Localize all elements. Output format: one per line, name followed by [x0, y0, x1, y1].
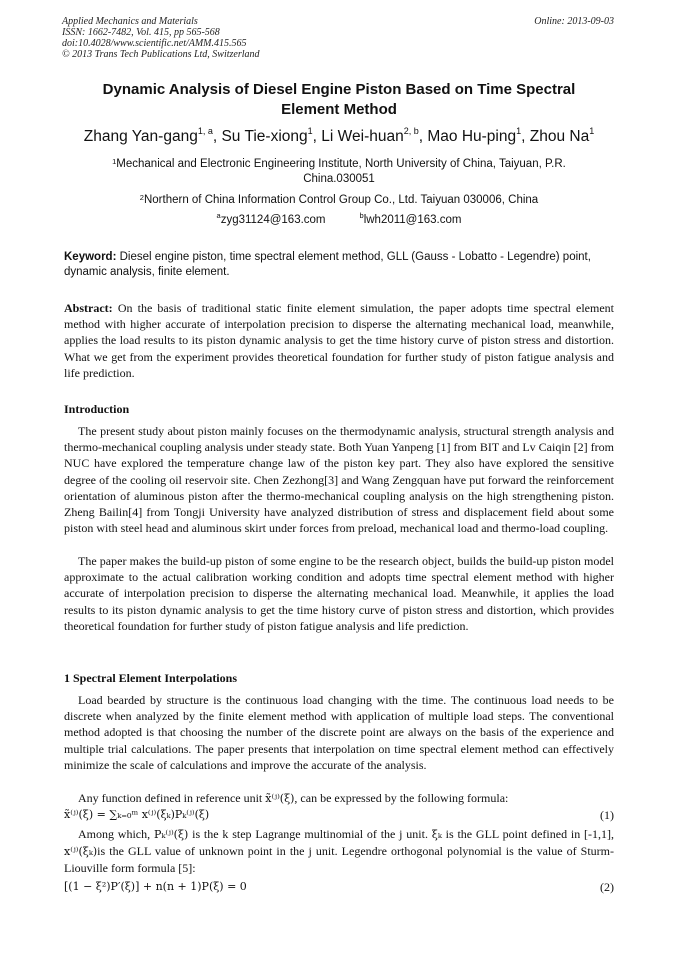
- author-name: Zhou Na: [529, 128, 590, 145]
- email-sup: b: [359, 211, 364, 220]
- email-line: [80, 211, 598, 226]
- p2-text-a: Any function defined in reference unit: [78, 791, 266, 805]
- email-2: lwh2011@163.com: [363, 214, 462, 226]
- keyword-text: Diesel engine piston, time spectral element method, GLL (Gauss - Lobatto - Legendre) point, dynamic analysis, finite element.: [64, 251, 591, 278]
- p3-math-3: x⁽ʲ⁾(ξₖ): [64, 845, 98, 859]
- p3-text-a: Among which,: [78, 827, 154, 841]
- section-heading-1: 1 Spectral Element Interpolations: [64, 671, 237, 685]
- sec1-paragraph-1: Load bearded by structure is the continuous load changing with the time. The continuous load needs to be discrete when analyzed by the finite element method with application of multiple load steps. The conventional method adopted is that choosing the number of the discrete point are always on the basis of the experience and multiple trial calculations. The paper presents that interpolation on time spectral element method can effectively minimize the scale of calculations and improve the accurate of the analysis.: [64, 693, 614, 772]
- issn-line: ISSN: 1662-7482, Vol. 415, pp 565-568: [62, 27, 220, 38]
- copyright-line: © 2013 Trans Tech Publications Ltd, Switzerland: [62, 49, 260, 60]
- p3-text-c: is the GLL point defined in [-1,1],: [441, 827, 614, 841]
- section-heading-introduction: Introduction: [64, 402, 130, 416]
- online-date: Online: 2013-09-03: [534, 16, 614, 27]
- title-line-1: Dynamic Analysis of Diesel Engine Piston Based on Time Spectral: [102, 81, 576, 98]
- abstract-text: On the basis of traditional static finite element simulation, the paper adopts time spectral element method with higher accurate of interpolation precision to disperse the alternating mechanical load, meanwhile, applies the load results to its piston dynamic analysis to get the time history curve of piston stress and distortion. What we get from the experiment provides theoretical foundation for further study of piston fatigue analysis and life prediction.: [64, 301, 615, 380]
- journal-header: [62, 16, 260, 60]
- equation-1-formula: x̃⁽ʲ⁾(ξ) = ∑ₖ₌₀ᵐ x⁽ʲ⁾(ξₖ)Pₖ⁽ʲ⁾(ξ): [64, 808, 210, 821]
- author-sup: 1: [307, 126, 313, 136]
- author-list: Zhang Yan-gang$^{1, a}$, Su Tie-xiong$^1$, Li Wei-huan$^{2, b}$, Mao Hu-ping$^1$, Zhou Na$^1$: [83, 126, 595, 145]
- p3-text-d: is the GLL value of unknown point in the j unit. Legendre orthogonal polynomial is the value of Sturm- Liouville form formula [5]:: [64, 844, 614, 876]
- author-sup: 2, b: [403, 126, 419, 136]
- author-sup: 1: [589, 126, 595, 136]
- aff2-text: Northern of China Information Control Group Co., Ltd. Taiyuan 030006, China: [143, 194, 539, 206]
- sec1-paragraph-3: [64, 826, 614, 877]
- keywords: [64, 250, 614, 280]
- aff1-line2: China.030051: [303, 173, 375, 185]
- email-sup: a: [216, 211, 221, 220]
- p3-math-1: Pₖ⁽ʲ⁾(ξ): [153, 828, 189, 841]
- p3-math-2: ξₖ: [431, 828, 442, 841]
- p2-math-symbol: x̃⁽ʲ⁾(ξ): [265, 792, 295, 805]
- equation-2: [64, 880, 614, 896]
- author-name: Zhang Yan-gang: [83, 128, 198, 145]
- title-line-2: Element Method: [281, 101, 397, 118]
- abstract: [64, 300, 614, 381]
- equation-1-number: (1): [600, 808, 614, 822]
- author-name: Mao Hu-ping: [427, 128, 517, 145]
- equation-2-formula: [(1 − ξ²)P′(ξ)] + n(n + 1)P(ξ) = 0: [64, 880, 247, 893]
- paper-title: [70, 80, 608, 120]
- abstract-label: Abstract:: [64, 301, 113, 315]
- aff-sup: 1: [112, 157, 117, 166]
- aff1-line1: Mechanical and Electronic Engineering Institute, North University of China, Taiyuan, P.R.: [116, 158, 566, 170]
- p2-text-b: , can be expressed by the following formula:: [294, 791, 509, 805]
- email-1: zyg31124@163.com: [220, 214, 326, 226]
- author-name: Li Wei-huan: [321, 128, 404, 145]
- journal-name: Applied Mechanics and Materials: [62, 16, 198, 27]
- author-name: Su Tie-xiong: [221, 128, 308, 145]
- author-sup: 1: [516, 126, 522, 136]
- keyword-label: Keyword:: [64, 251, 117, 263]
- p3-text-b: is the k step Lagrange multinomial of the j unit.: [188, 827, 432, 841]
- affiliation-2: [80, 193, 598, 208]
- sec1-paragraph-2: [64, 790, 614, 807]
- affiliation-1: [80, 157, 598, 187]
- intro-paragraph-2: The paper makes the build-up piston of some engine to be the research object, builds the build-up piston model approximate to the actual calibration working condition and adopts time spectral element method with higher accurate of interpolation precision to disperse the alternating mechanical load. Meanwhile, it applies the load results to its piston dynamic analysis to get the time history curve of piston stress and distortion, which provides theoretical foundation for further study of piston fatigue analysis and life prediction.: [64, 554, 614, 633]
- equation-2-number: (2): [600, 880, 614, 894]
- intro-paragraph-1: The present study about piston mainly focuses on the thermodynamic analysis, structural strength analysis and thermo-mechanical coupling analysis under steady state. Both Yuan Yanpeng [1] from BIT and Lv Caiqin [2] from NUC have explored the temperature change law of the piston key part. They also have explored the sensitive degree of the cooling oil reservoir site. Chen Zezhong[3] and Wang Zengquan have put forward the reinforcement orientation of aluminous piston after the thermo-mechanical coupling analysis on the high strengthening piston. Zheng Bailin[4] from Tongji University have analyzed distribution of stress and displacement field about some piston with steel head and aluminous skirt under forces from preload, mechanical load and thermo-load coupling.: [64, 424, 614, 536]
- author-sup: 1, a: [197, 126, 213, 136]
- equation-1: [64, 808, 614, 824]
- doi-line: doi:10.4028/www.scientific.net/AMM.415.565: [62, 38, 247, 49]
- aff-sup: 2: [139, 193, 144, 202]
